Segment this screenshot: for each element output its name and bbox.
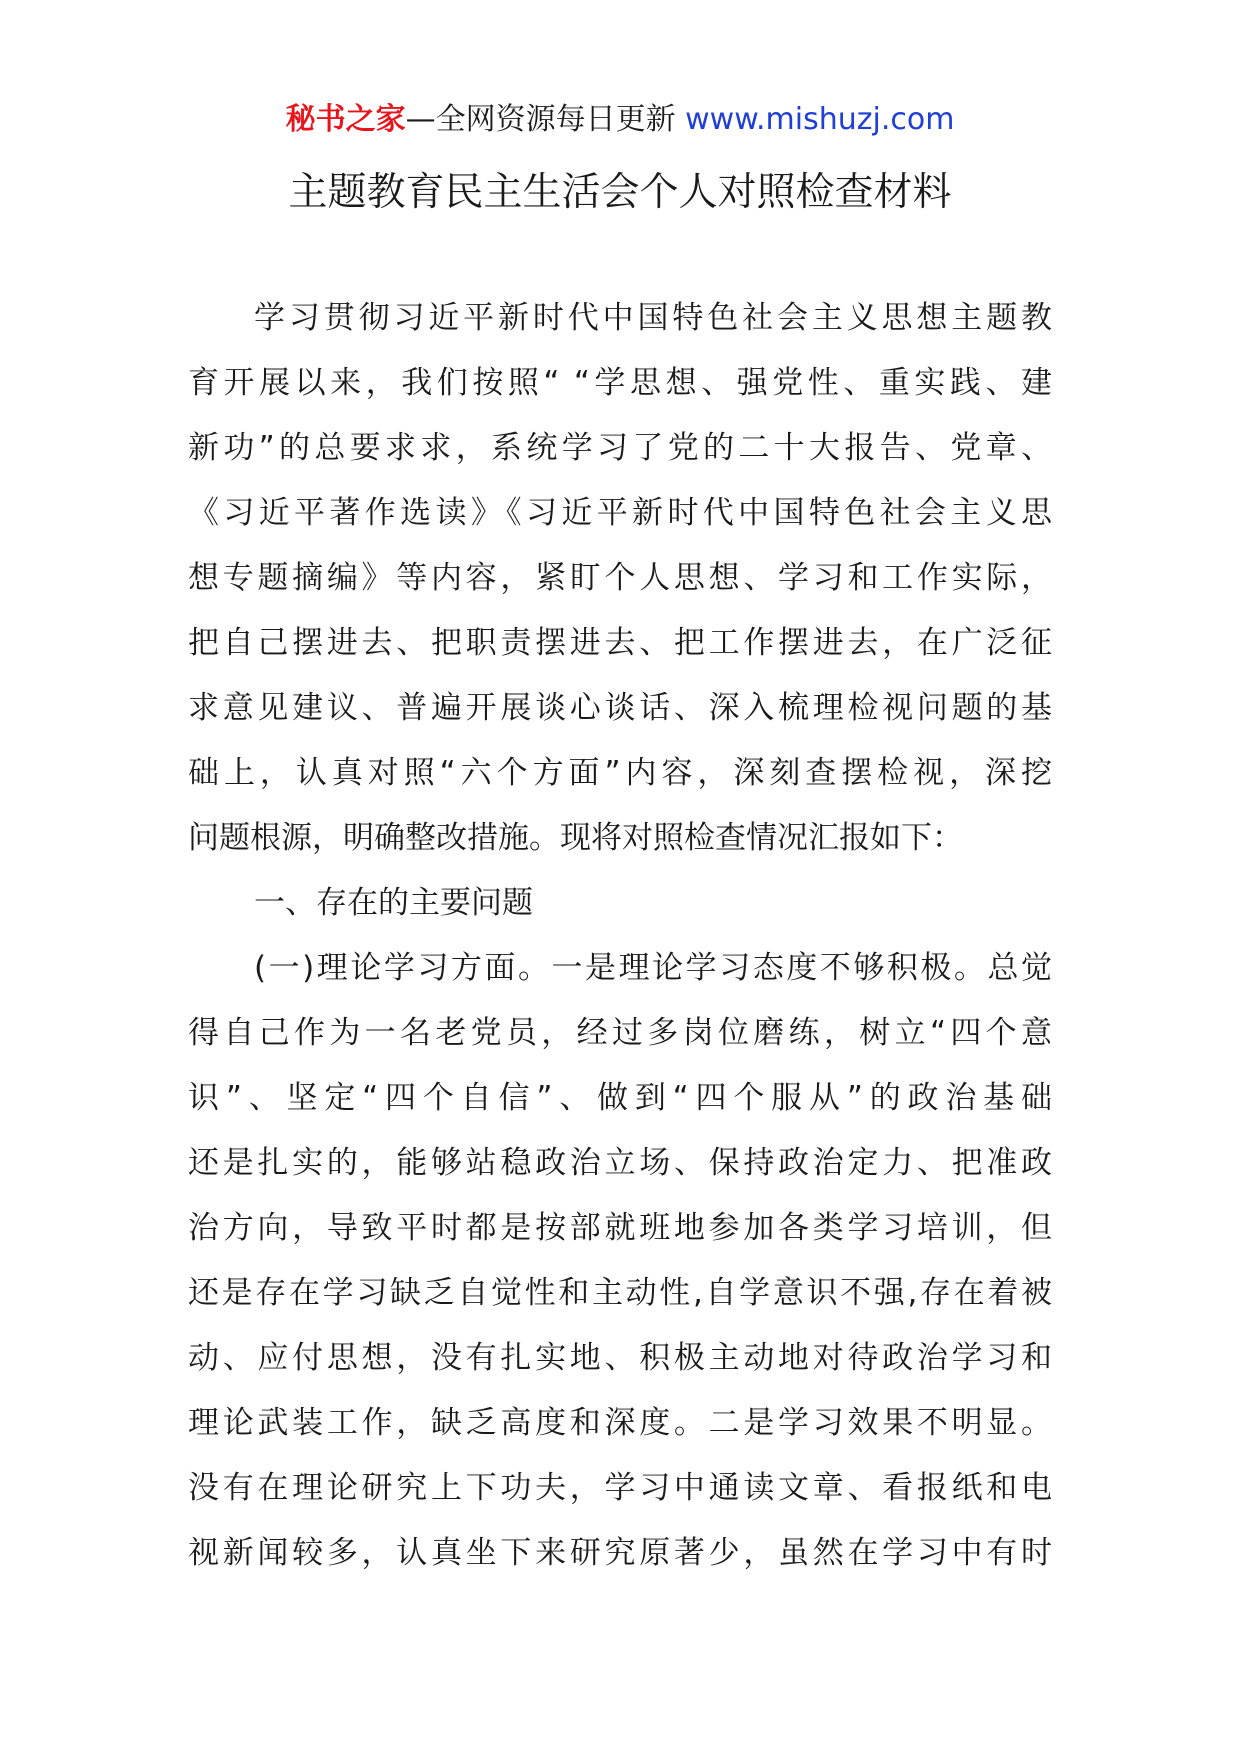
header-tagline: —全网资源每日更新 — [405, 102, 676, 137]
body-line: 求意见建议、普遍开展谈心谈话、深入梳理检视问题的基 — [188, 690, 1052, 726]
body-line: 础上，认真对照“六个方面”内容，深刻查摆检视，深挖 — [188, 755, 1052, 791]
document-body — [188, 286, 1052, 1586]
body-line: 想专题摘编》等内容，紧盯个人思想、学习和工作实际， — [188, 560, 1052, 596]
site-url-link[interactable]: www.mishuzj.com — [685, 102, 955, 137]
body-line: 问题根源，明确整改措施。现将对照检查情况汇报如下： — [188, 820, 963, 856]
body-line: 《习近平著作选读》《习近平新时代中国特色社会主义思 — [188, 495, 1052, 531]
body-line: 没有在理论研究上下功夫，学习中通读文章、看报纸和电 — [188, 1470, 1052, 1506]
body-line: 动、应付思想，没有扎实地、积极主动地对待政治学习和 — [188, 1340, 1052, 1376]
section-heading: 一、存在的主要问题 — [254, 885, 533, 921]
site-header — [0, 100, 1240, 140]
document-title: 主题教育民主生活会个人对照检查材料 — [288, 170, 952, 215]
body-line: 学习贯彻习近平新时代中国特色社会主义思想主题教 — [254, 300, 1052, 336]
body-line: 理论武装工作，缺乏高度和深度。二是学习效果不明显。 — [188, 1405, 1052, 1441]
body-line: 得自己作为一名老党员，经过多岗位磨练，树立“四个意 — [188, 1015, 1052, 1051]
body-line: 把自己摆进去、把职责摆进去、把工作摆进去，在广泛征 — [188, 625, 1052, 661]
body-line: 还是存在学习缺乏自觉性和主动性,自学意识不强,存在着被 — [188, 1275, 1052, 1311]
body-line: 还是扎实的，能够站稳政治立场、保持政治定力、把准政 — [188, 1145, 1052, 1181]
body-line: 新功”的总要求求，系统学习了党的二十大报告、党章、 — [188, 430, 1052, 466]
body-line: 识”、坚定“四个自信”、做到“四个服从”的政治基础 — [188, 1080, 1052, 1116]
brand-name: 秘书之家 — [285, 102, 406, 137]
body-line: (一)理论学习方面。一是理论学习态度不够积极。总觉 — [254, 950, 1052, 986]
body-line: 视新闻较多，认真坐下来研究原著少，虽然在学习中有时 — [188, 1535, 1052, 1571]
body-line: 育开展以来，我们按照“ “学思想、强党性、重实践、建 — [188, 365, 1052, 401]
body-line: 治方向，导致平时都是按部就班地参加各类学习培训，但 — [188, 1210, 1052, 1246]
